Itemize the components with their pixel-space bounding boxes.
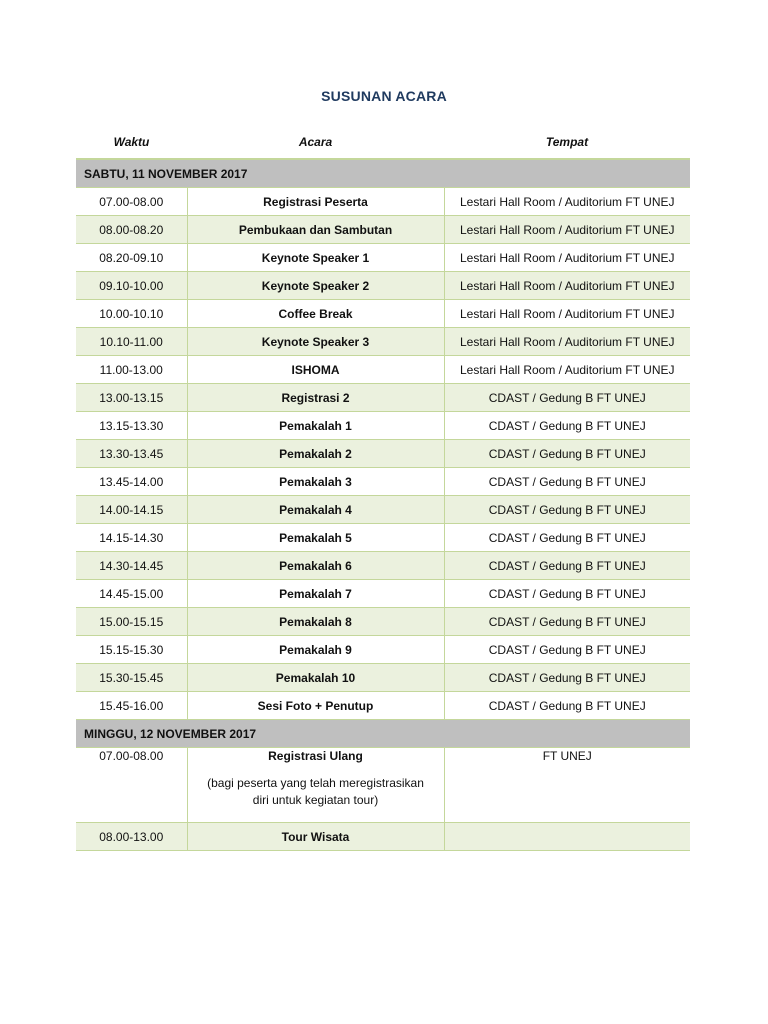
activity-cell: Pemakalah 8	[187, 608, 444, 636]
activity-cell: Tour Wisata	[187, 823, 444, 851]
time-cell: 08.00-08.20	[76, 216, 187, 244]
schedule-row	[76, 216, 690, 244]
time-cell: 07.00-08.00	[76, 188, 187, 216]
activity-cell: Pemakalah 7	[187, 580, 444, 608]
place-cell	[444, 748, 690, 823]
schedule-row	[76, 272, 690, 300]
schedule-row	[76, 580, 690, 608]
schedule-row	[76, 496, 690, 524]
header-time: Waktu	[76, 126, 187, 159]
activity-cell: Registrasi 2	[187, 384, 444, 412]
schedule-row	[76, 412, 690, 440]
place-cell: CDAST / Gedung B FT UNEJ	[444, 412, 690, 440]
time-cell: 14.15-14.30	[76, 524, 187, 552]
activity-cell: Coffee Break	[187, 300, 444, 328]
activity-cell: Pemakalah 5	[187, 524, 444, 552]
time-cell	[76, 748, 187, 823]
place-cell: CDAST / Gedung B FT UNEJ	[444, 580, 690, 608]
day-label: MINGGU, 12 NOVEMBER 2017	[76, 720, 690, 748]
table-body	[76, 159, 690, 851]
header-place: Tempat	[444, 126, 690, 159]
schedule-row	[76, 188, 690, 216]
schedule-row	[76, 664, 690, 692]
header-activity: Acara	[187, 126, 444, 159]
place-cell: Lestari Hall Room / Auditorium FT UNEJ	[444, 244, 690, 272]
activity-cell	[187, 748, 444, 823]
place-cell: CDAST / Gedung B FT UNEJ	[444, 552, 690, 580]
activity-cell: Sesi Foto + Penutup	[187, 692, 444, 720]
place-cell: CDAST / Gedung B FT UNEJ	[444, 524, 690, 552]
time-cell: 15.00-15.15	[76, 608, 187, 636]
table-header	[76, 126, 690, 159]
time-cell: 11.00-13.00	[76, 356, 187, 384]
place-cell: CDAST / Gedung B FT UNEJ	[444, 636, 690, 664]
time-cell: 10.00-10.10	[76, 300, 187, 328]
schedule-row	[76, 440, 690, 468]
schedule-row	[76, 300, 690, 328]
schedule-row	[76, 636, 690, 664]
activity-note: (bagi peserta yang telah meregistrasikan diri untuk kegiatan tour)	[207, 776, 424, 807]
activity-cell: Pemakalah 10	[187, 664, 444, 692]
time-cell: 08.00-13.00	[76, 823, 187, 851]
activity-cell: Keynote Speaker 1	[187, 244, 444, 272]
activity-cell: Pembukaan dan Sambutan	[187, 216, 444, 244]
schedule-row	[76, 468, 690, 496]
schedule-row	[76, 748, 690, 823]
time-cell: 08.20-09.10	[76, 244, 187, 272]
activity-cell: ISHOMA	[187, 356, 444, 384]
schedule-row	[76, 356, 690, 384]
activity-cell: Pemakalah 3	[187, 468, 444, 496]
time-cell: 14.45-15.00	[76, 580, 187, 608]
time-cell: 10.10-11.00	[76, 328, 187, 356]
schedule-row	[76, 244, 690, 272]
place-text: FT UNEJ	[542, 749, 592, 763]
page-title: SUSUNAN ACARA	[321, 88, 447, 104]
time-cell: 09.10-10.00	[76, 272, 187, 300]
place-cell: Lestari Hall Room / Auditorium FT UNEJ	[444, 188, 690, 216]
schedule-row	[76, 608, 690, 636]
activity-cell: Pemakalah 6	[187, 552, 444, 580]
time-cell: 13.00-13.15	[76, 384, 187, 412]
schedule-row	[76, 823, 690, 851]
place-cell	[444, 823, 690, 851]
schedule-row	[76, 524, 690, 552]
activity-cell: Pemakalah 9	[187, 636, 444, 664]
schedule-table	[76, 126, 690, 851]
time-cell: 13.45-14.00	[76, 468, 187, 496]
time-cell: 13.15-13.30	[76, 412, 187, 440]
activity-cell: Keynote Speaker 2	[187, 272, 444, 300]
schedule-row	[76, 384, 690, 412]
schedule-row	[76, 692, 690, 720]
activity-cell: Registrasi Peserta	[187, 188, 444, 216]
activity-cell: Keynote Speaker 3	[187, 328, 444, 356]
time-cell: 15.30-15.45	[76, 664, 187, 692]
schedule-row	[76, 328, 690, 356]
activity-cell: Pemakalah 4	[187, 496, 444, 524]
place-cell: CDAST / Gedung B FT UNEJ	[444, 608, 690, 636]
time-text: 07.00-08.00	[99, 749, 164, 763]
activity-title: Registrasi Ulang	[268, 749, 363, 763]
place-cell: CDAST / Gedung B FT UNEJ	[444, 692, 690, 720]
place-cell: Lestari Hall Room / Auditorium FT UNEJ	[444, 272, 690, 300]
place-cell: Lestari Hall Room / Auditorium FT UNEJ	[444, 216, 690, 244]
place-cell: CDAST / Gedung B FT UNEJ	[444, 468, 690, 496]
activity-cell: Pemakalah 2	[187, 440, 444, 468]
time-cell: 15.15-15.30	[76, 636, 187, 664]
place-cell: Lestari Hall Room / Auditorium FT UNEJ	[444, 328, 690, 356]
place-cell: CDAST / Gedung B FT UNEJ	[444, 440, 690, 468]
time-cell: 13.30-13.45	[76, 440, 187, 468]
time-cell: 15.45-16.00	[76, 692, 187, 720]
day-label: SABTU, 11 NOVEMBER 2017	[76, 159, 690, 188]
activity-cell: Pemakalah 1	[187, 412, 444, 440]
place-cell: CDAST / Gedung B FT UNEJ	[444, 664, 690, 692]
place-cell: Lestari Hall Room / Auditorium FT UNEJ	[444, 356, 690, 384]
place-cell: CDAST / Gedung B FT UNEJ	[444, 384, 690, 412]
day-header-row	[76, 159, 690, 188]
day-header-row	[76, 720, 690, 748]
time-cell: 14.00-14.15	[76, 496, 187, 524]
place-cell: CDAST / Gedung B FT UNEJ	[444, 496, 690, 524]
time-cell: 14.30-14.45	[76, 552, 187, 580]
place-cell: Lestari Hall Room / Auditorium FT UNEJ	[444, 300, 690, 328]
schedule-row	[76, 552, 690, 580]
